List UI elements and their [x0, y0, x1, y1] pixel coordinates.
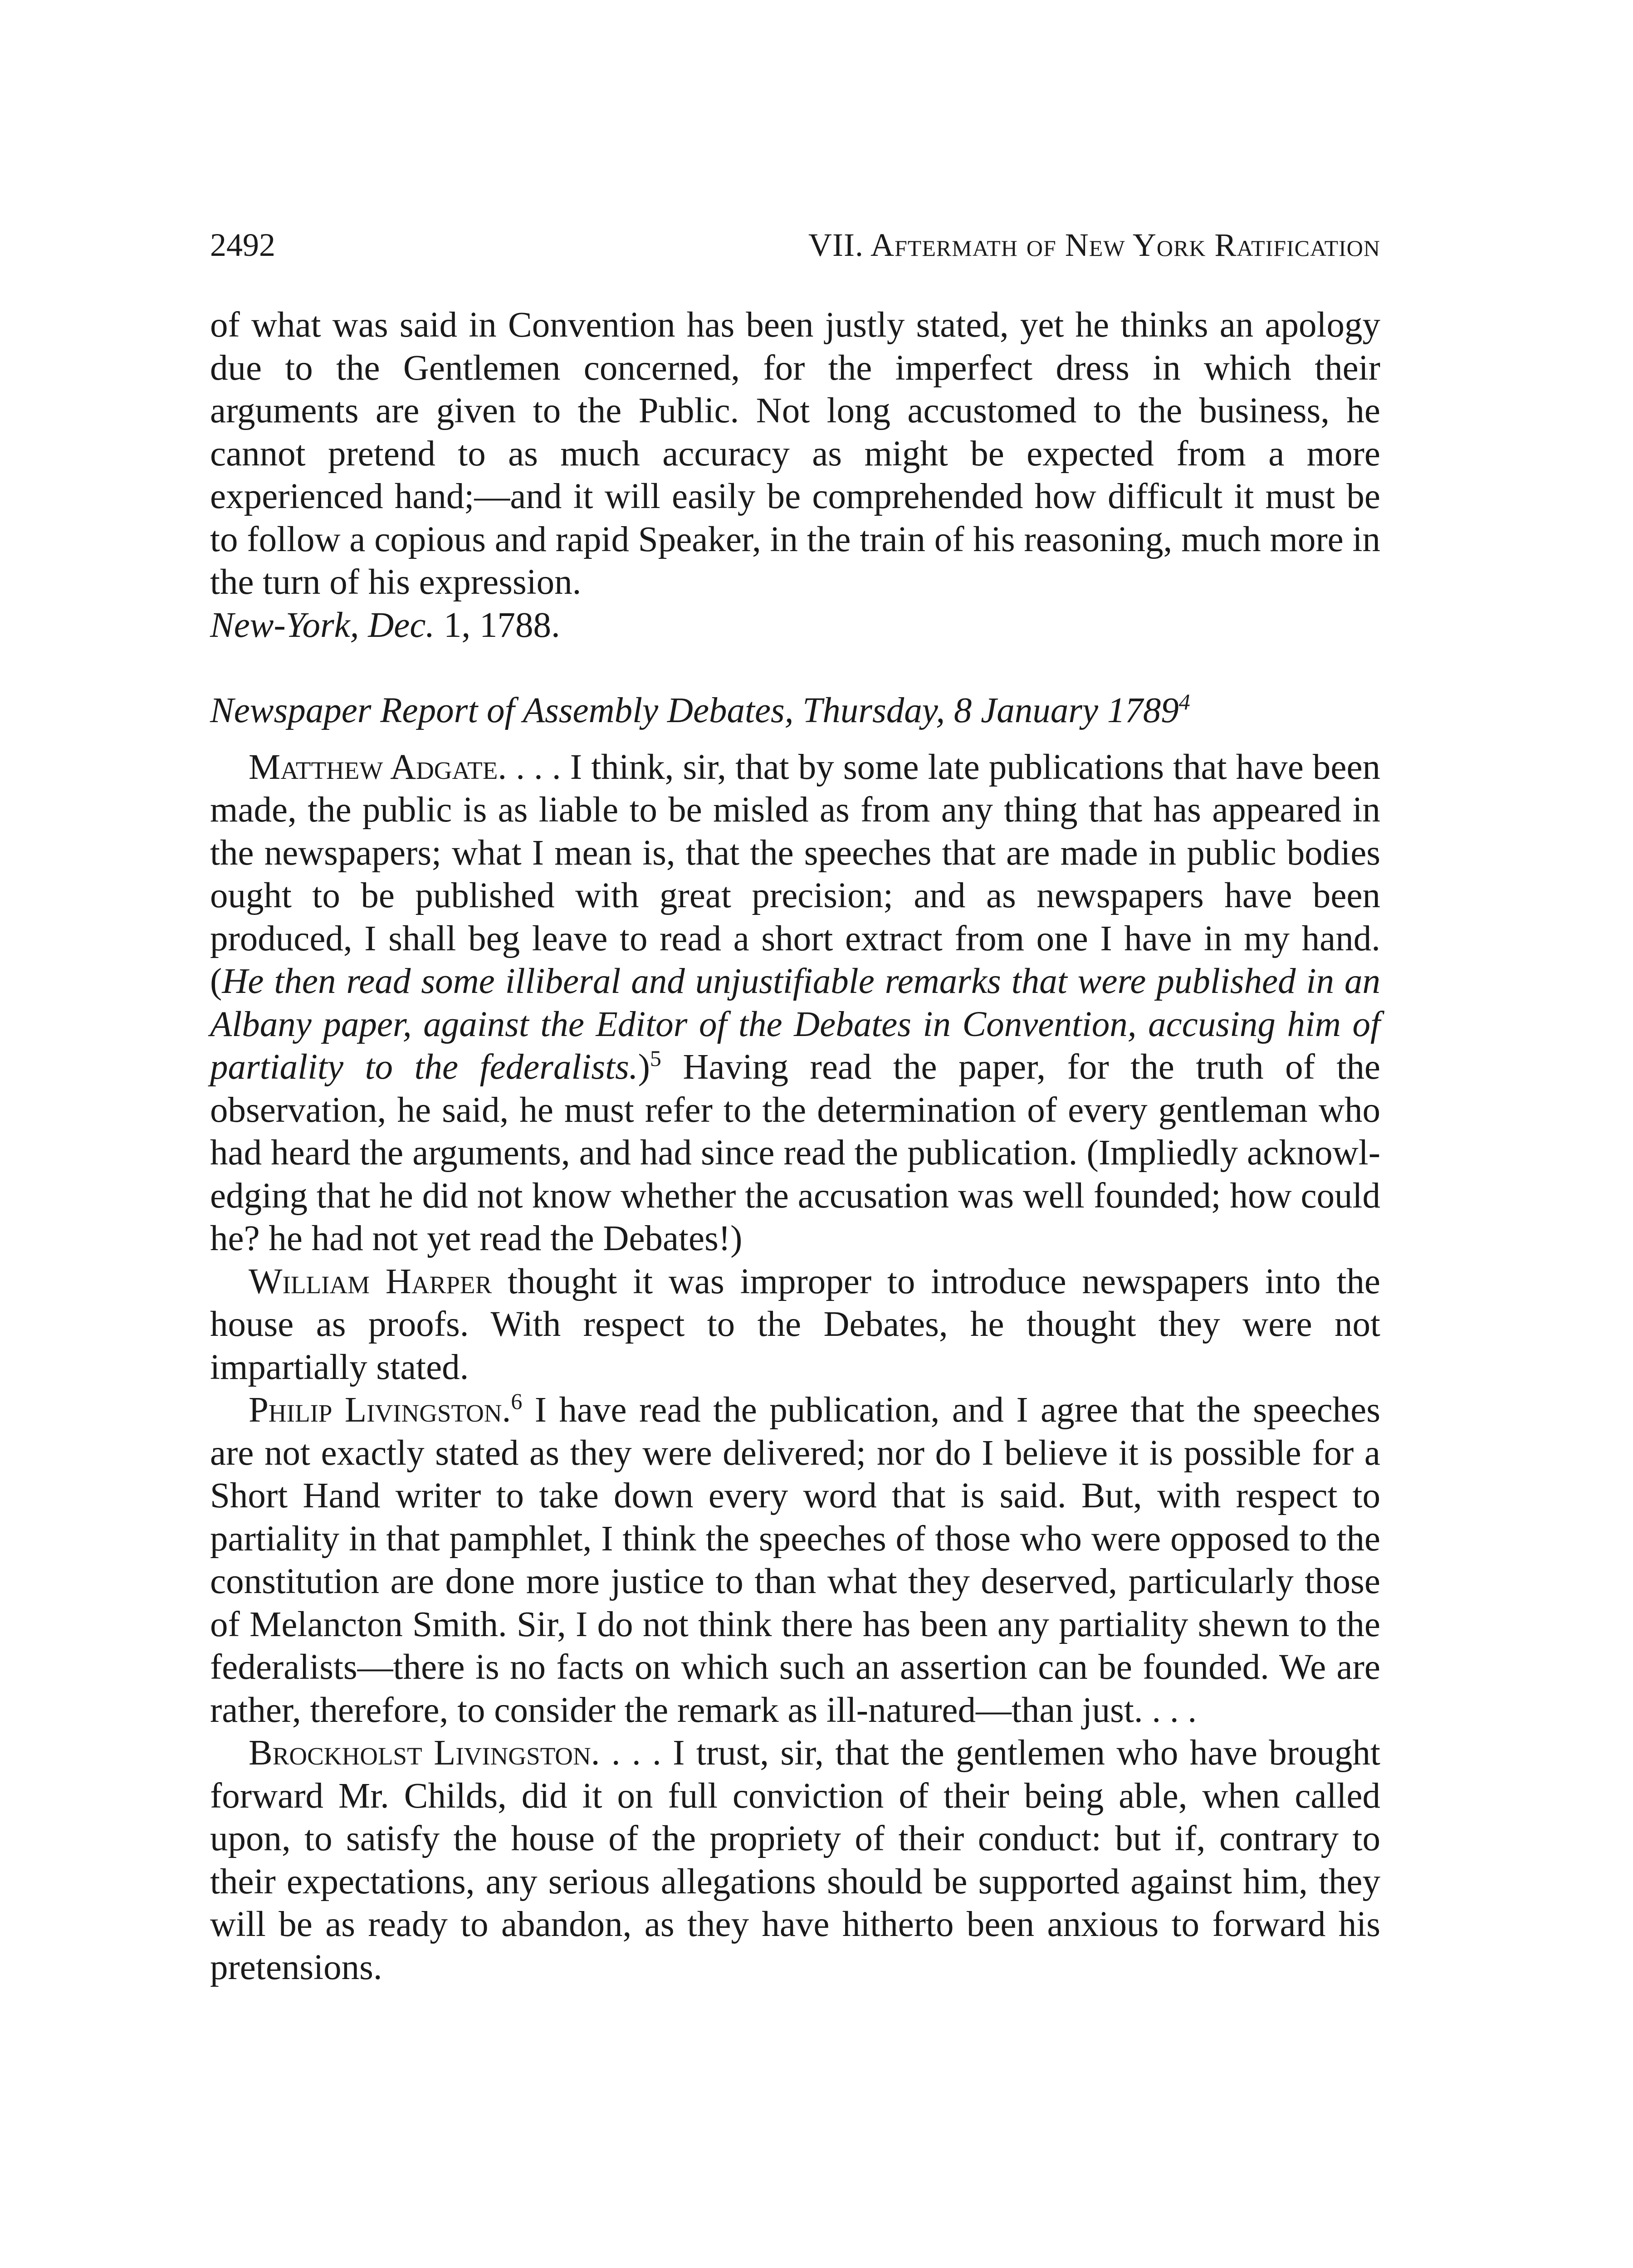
intro-text: of what was said in Convention has been justly stated, yet he thinks an apology due to the Gentlemen concerned, for the imperfect dress in which their arguments are given to the Public. Not long accustomed to the business, he cannot pretend to as much accuracy as might be expected from a more experienced hand;—and it will easily be comprehended how difficult it must be to follow a copious and rapid Speaker, in the train of his reasoning, much more in the turn of his expression.: [210, 305, 1380, 602]
editorial-note: He then read some illiberal and unjustifiable remarks that were published in an Albany paper, against the Editor of the Debates in Convention, accusing him of partiality to the federalists.: [210, 962, 1380, 1087]
running-head: [210, 218, 1380, 272]
speaker-name: Matthew Adgate: [249, 747, 498, 787]
speaker-name: Philip Livingston: [249, 1390, 502, 1430]
speech-text: I have read the publication, and I agree that the speeches are not exactly stated as they were delivered; nor do I believe it is possible for a Short Hand writer to take down every word that is said. But, with respect to partiality in that pamphlet, I think the speeches of those who were opposed to the constitution are done more justice to than what they deserved, particularly those of Melancton Smith. Sir, I do not think there has been any partiality shewn to the federalists—there is no facts on which such an assertion can be founded. We are rather, therefore, to consider the remark as ill-natured—than just. . . .: [210, 1390, 1380, 1730]
speaker-punct: . . . .: [498, 747, 561, 787]
speech-text: I trust, sir, that the gentlemen who have brought forward Mr. Childs, did it on full conviction of their being able, when called upon, to satisfy the house of the propriety of their conduct: but if, contrary to their expectations, any serious allegations should be supported against him, they will be as ready to abandon, as they have hitherto been anxious to forward his pretensions.: [210, 1733, 1381, 1987]
intro-paragraph: [210, 304, 1380, 604]
speaker-punct: . . . .: [591, 1733, 661, 1773]
footnote-ref-5: 5: [650, 1046, 661, 1071]
speaker-punct: .: [502, 1390, 511, 1430]
dateline: [210, 604, 1380, 647]
speech-philip-livingston: [210, 1389, 1380, 1732]
page-number: 2492: [210, 227, 275, 263]
footnote-ref-4: 4: [1178, 689, 1190, 714]
speech-text: I think, sir, that by some late publications that have been made, the public is as liable to be misled as from any thing that has appeared in the newspapers; what I mean is, that the speeches that are made in public bodies ought to be published with great precision; and as newspapers have been produced, I shall beg leave to read a short extract from one I have in my hand. (: [210, 747, 1381, 1001]
speech-adgate: [210, 746, 1380, 1261]
footnote-ref-6: 6: [511, 1388, 523, 1414]
section-heading: [210, 689, 1380, 733]
section-heading-text: Newspaper Report of Assembly Debates, Thursday, 8 January 1789: [210, 691, 1179, 730]
chapter-title: VII. Aftermath of New York Ratification: [808, 227, 1380, 263]
speech-brockholst-livingston: [210, 1732, 1380, 1989]
speech-harper: [210, 1261, 1380, 1389]
speaker-name: Brockholst Livingston: [249, 1733, 591, 1773]
dateline-place: New-York, Dec.: [210, 605, 435, 645]
dateline-date: 1, 1788.: [435, 605, 560, 645]
close-paren: ): [638, 1047, 650, 1087]
speech-text: thought it was improper to introduce newspapers into the house as proofs. With respect to the Debates, he thought they were not impartially stated.: [210, 1261, 1380, 1387]
speaker-name: William Harper: [249, 1261, 492, 1301]
speech-text-continued: Having read the paper, for the truth of the observation, he said, he must refer to the determination of every gentleman who had heard the arguments, and had since read the publication. (Impliedly acknowledging that he did not know whether the accusation was well founded; how could he? he had not yet read the Debates!): [210, 1047, 1380, 1258]
body-text: [210, 304, 1380, 1989]
